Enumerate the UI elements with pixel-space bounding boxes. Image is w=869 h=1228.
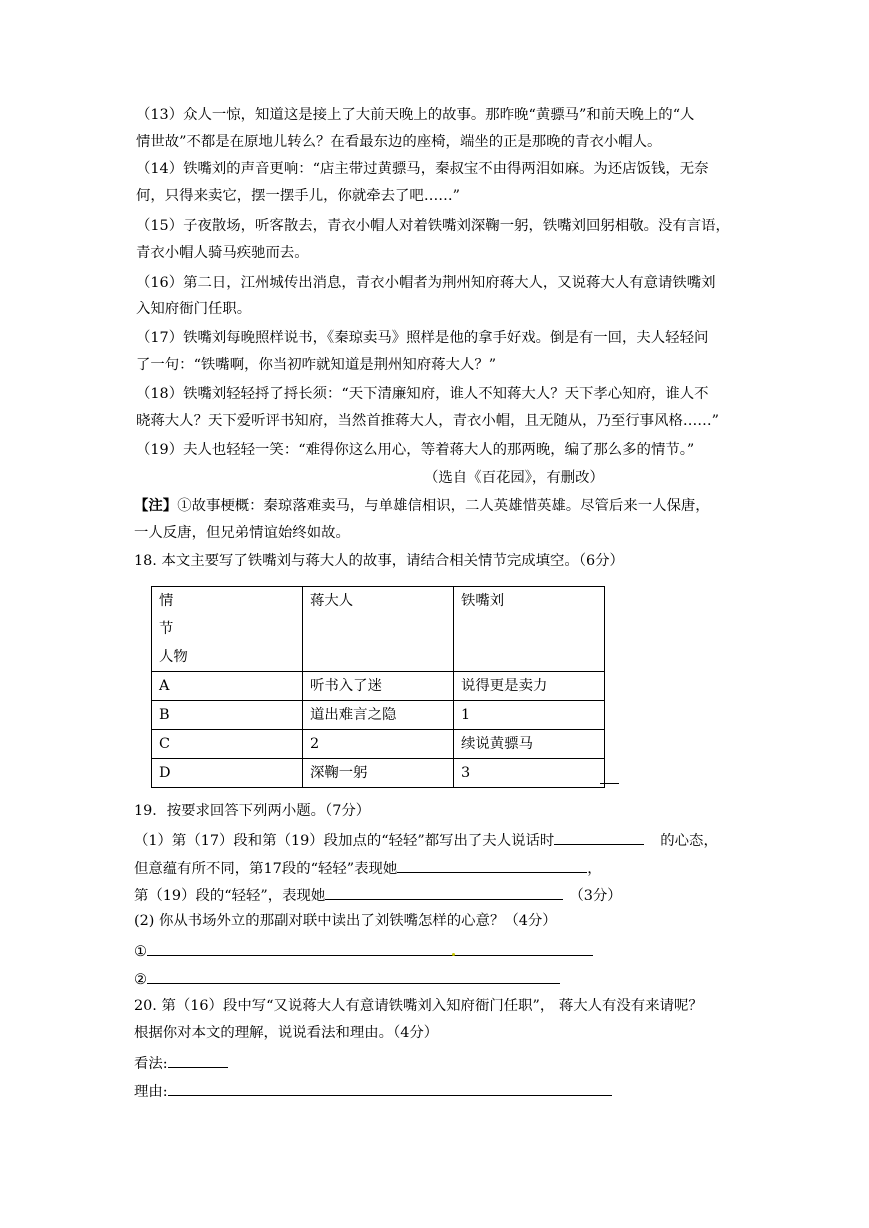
view-row bbox=[134, 1052, 228, 1074]
question-19-stem: 19．按要求回答下列两小题。（7分） bbox=[134, 803, 371, 819]
table-header-tiezuiliu: 铁嘴刘 bbox=[454, 587, 605, 672]
note-line-1 bbox=[134, 496, 710, 516]
table-header-jiang: 蒋大人 bbox=[303, 587, 454, 672]
paragraph-14-line-2: 何，只得来卖它，摆一摆手儿，你就牵去了吧……” bbox=[136, 188, 460, 204]
answer-blank-para17[interactable] bbox=[397, 857, 587, 873]
note-label: 【注】 bbox=[134, 497, 178, 514]
stray-dot bbox=[452, 953, 455, 956]
q19-1-text-c: 但意蕴有所不同，第17段的“轻轻”表现她 bbox=[134, 861, 398, 877]
table-row bbox=[152, 730, 605, 759]
table-row bbox=[152, 759, 605, 788]
circled-one: ① bbox=[134, 944, 147, 960]
paragraph-18-line-1: （18）铁嘴刘轻轻捋了捋长须：“天下清廉知府，谁人不知蒋大人？天下孝心知府，谁人不 bbox=[136, 386, 709, 402]
answer-line-2-row bbox=[134, 968, 560, 990]
answer-blank-para19[interactable] bbox=[325, 884, 563, 900]
source-citation: （选自《百花园》，有删改） bbox=[424, 470, 604, 486]
note-line-2: 一人反唐，但兄弟情谊始终如故。 bbox=[134, 525, 350, 541]
answer-blank-reason[interactable] bbox=[168, 1080, 612, 1096]
table-row bbox=[152, 672, 605, 701]
q19-1-text-b: 的心态， bbox=[660, 833, 718, 849]
answer-blank-attitude[interactable] bbox=[554, 829, 644, 845]
paragraph-17-line-2: 了一句：“铁嘴啊，你当初咋就知道是荆州知府蒋大人？” bbox=[136, 357, 497, 373]
q19-1-text-d: ， bbox=[587, 861, 602, 877]
table-cell: 听书入了迷 bbox=[303, 672, 454, 701]
table-cell: 续说黄骠马 bbox=[454, 730, 605, 759]
paragraph-16-line-2: 入知府衙门任职。 bbox=[136, 301, 252, 317]
answer-line-1-row bbox=[134, 940, 593, 962]
answer-blank-view[interactable] bbox=[168, 1052, 228, 1068]
note-text-1: ①故事梗概：秦琼落难卖马，与单雄信相识，二人英雄惜英雄。尽管后来一人保唐， bbox=[177, 498, 710, 514]
reason-label: 理由: bbox=[134, 1084, 168, 1100]
table-cell: D bbox=[152, 759, 303, 788]
paragraph-14-line-1: （14）铁嘴刘的声音更响：“店主带过黄骠马，秦叔宝不由得两泪如麻。为还店饭钱，无奈 bbox=[136, 161, 709, 177]
reason-row bbox=[134, 1080, 612, 1102]
table-header-corner bbox=[152, 587, 303, 672]
table-cell: C bbox=[152, 730, 303, 759]
question-19-2-stem: (2) 你从书场外立的那副对联中读出了刘铁嘴怎样的心意？（4分） bbox=[134, 913, 557, 929]
question-20-line-1: 20. 第（16）段中写“又说蒋大人有意请铁嘴刘入知府衙门任职”， 蒋大人有没有来请呢？ bbox=[134, 998, 703, 1014]
paragraph-17-line-1: （17）铁嘴刘每晚照样说书，《秦琼卖马》照样是他的拿手好戏。倒是有一回，夫人轻轻问 bbox=[136, 330, 709, 346]
answer-blank-couplet-2[interactable] bbox=[147, 968, 560, 984]
header-jie-char: 节 bbox=[159, 621, 174, 637]
question-19-1-line-2 bbox=[134, 857, 602, 879]
table-cell: 说得更是卖力 bbox=[454, 672, 605, 701]
answer-blank-couplet-1[interactable] bbox=[147, 940, 593, 956]
view-label: 看法: bbox=[134, 1056, 168, 1072]
plot-table bbox=[151, 586, 605, 788]
question-18-stem: 18. 本文主要写了铁嘴刘与蒋大人的故事，请结合相关情节完成填空。（6分） bbox=[134, 553, 624, 569]
paragraph-15-line-2: 青衣小帽人骑马疾驰而去。 bbox=[136, 245, 309, 261]
paragraph-18-line-2: 晓蒋大人？天下爱听评书知府，当然首推蒋大人，青衣小帽，且无随从，乃至行事风格……” bbox=[136, 413, 719, 429]
circled-two: ② bbox=[134, 972, 147, 988]
table-cell: A bbox=[152, 672, 303, 701]
question-19-1-line-1 bbox=[134, 829, 718, 851]
question-20-line-2: 根据你对本文的理解，说说看法和理由。（4分） bbox=[134, 1025, 439, 1041]
paragraph-13-line-2: 情世故”不都是在原地儿转么？在看最东边的座椅，端坐的正是那晚的青衣小帽人。 bbox=[136, 134, 662, 150]
paragraph-19-line-1: （19）夫人也轻轻一笑：“难得你这么用心，等着蒋大人的那两晚，编了那么多的情节。” bbox=[136, 442, 695, 458]
table-cell: 3 bbox=[454, 759, 605, 788]
table-cell: 2 bbox=[303, 730, 454, 759]
header-person: 人物 bbox=[159, 649, 188, 665]
table-row bbox=[152, 701, 605, 730]
table-cell: 1 bbox=[454, 701, 605, 730]
table-bottom-extension bbox=[600, 783, 619, 784]
q19-1-text-a: （1）第（17）段和第（19）段加点的“轻轻”都写出了夫人说话时 bbox=[134, 833, 555, 849]
q19-1-text-e: 第（19）段的“轻轻”，表现她 bbox=[134, 888, 326, 904]
q19-1-text-f: （3分） bbox=[569, 888, 622, 904]
paragraph-16-line-1: （16）第二日，江州城传出消息，青衣小帽者为荆州知府蒋大人，又说蒋大人有意请铁嘴刘 bbox=[136, 275, 716, 291]
table-cell: 深鞠一躬 bbox=[303, 759, 454, 788]
table-cell: B bbox=[152, 701, 303, 730]
question-19-1-line-3 bbox=[134, 884, 622, 906]
table-header-row bbox=[152, 587, 605, 672]
paragraph-13-line-1: （13）众人一惊，知道这是接上了大前天晚上的故事。那昨晚“黄骠马”和前天晚上的“人 bbox=[136, 107, 695, 123]
paragraph-15-line-1: （15）子夜散场，听客散去，青衣小帽人对着铁嘴刘深鞠一躬，铁嘴刘回躬相敬。没有言语， bbox=[136, 218, 730, 234]
header-plot-char: 情 bbox=[159, 593, 174, 609]
table-cell: 道出难言之隐 bbox=[303, 701, 454, 730]
